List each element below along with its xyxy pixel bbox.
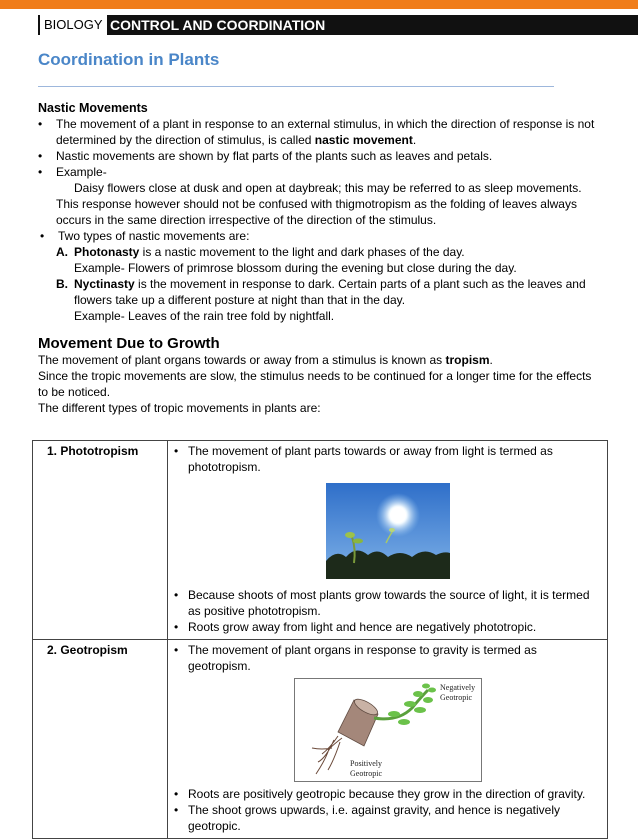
negatively-label-2: Geotropic (439, 693, 472, 702)
nastic-bullet-3: • Example- (38, 164, 598, 180)
geo-bullet-1: • The movement of plant organs in response to gravity is termed as geotropism. (174, 642, 601, 674)
table-row-geotropism (33, 640, 608, 839)
negatively-label-1: Negatively (439, 683, 475, 692)
top-orange-bar (0, 0, 638, 9)
example-line-1: Daisy flowers close at dusk and open at daybreak; this may be referred to as sleep movements. (74, 181, 582, 195)
tropism-table (32, 440, 608, 839)
geo-bullet-3: • The shoot grows upwards, i.e. against gravity, and hence is negatively geotropic. (174, 802, 601, 834)
phototropism-details (168, 441, 608, 640)
nastic-bullet-2: • Nastic movements are shown by flat parts of the plants such as leaves and petals. (38, 148, 598, 164)
photo-bullet-3: • Roots grow away from light and hence are negatively phototropic. (174, 619, 601, 635)
main-content (38, 100, 598, 416)
positively-label-1: Positively (349, 759, 382, 768)
nastic-bullet-1: • The movement of a plant in response to an external stimulus, in which the direction of response is not determined by the direction of stimulus, is called nastic movement. (38, 116, 598, 148)
header-bar (38, 15, 638, 35)
title-divider (38, 86, 554, 87)
photonasty-item: A. Photonasty is a nastic movement to the light and dark phases of the day. (56, 245, 465, 259)
geotropism-diagram (294, 678, 482, 782)
nastic-heading: Nastic Movements (38, 101, 148, 115)
subject-label: BIOLOGY (40, 15, 110, 35)
phototropism-label: 1. Phototropism (33, 441, 168, 640)
positively-label-2: Geotropic (349, 769, 382, 778)
nyctinasty-item: B. Nyctinasty is the movement in response to dark. Certain parts of a plant such as the leaves and flowers take up a different posture at night than that in the day. (56, 277, 586, 307)
table-row-phototropism (33, 441, 608, 640)
nyctinasty-example: Example- Leaves of the rain tree fold by nightfall. (74, 309, 335, 323)
growth-para-1: The movement of plant organs towards or away from a stimulus is known as tropism. (38, 353, 493, 367)
photo-bullet-1: • The movement of plant parts towards or away from light is termed as phototropism. (174, 443, 601, 475)
example-line-2: This response however should not be confused with thigmotropism as the folding of leaves always occurs in the same direction irrespective of the direction of the stimulus. (56, 197, 577, 227)
phototropism-photo (326, 483, 450, 579)
photonasty-example: Example- Flowers of primrose blossom during the evening but close during the day. (74, 261, 517, 275)
nastic-bullet-4: • Two types of nastic movements are: (40, 228, 598, 244)
geotropism-label: 2. Geotropism (33, 640, 168, 839)
page-title: Coordination in Plants (38, 50, 220, 69)
growth-heading: Movement Due to Growth (38, 335, 220, 352)
photo-bullet-2: • Because shoots of most plants grow towards the source of light, it is termed as positive phototropism. (174, 587, 601, 619)
geotropism-details (168, 640, 608, 839)
chapter-title: CONTROL AND COORDINATION (110, 17, 326, 33)
geo-bullet-2: • Roots are positively geotropic because they grow in the direction of gravity. (174, 786, 601, 802)
growth-para-2: Since the tropic movements are slow, the stimulus needs to be continued for a longer time for the effects to be noticed. (38, 369, 592, 399)
growth-para-3: The different types of tropic movements in plants are: (38, 401, 321, 415)
